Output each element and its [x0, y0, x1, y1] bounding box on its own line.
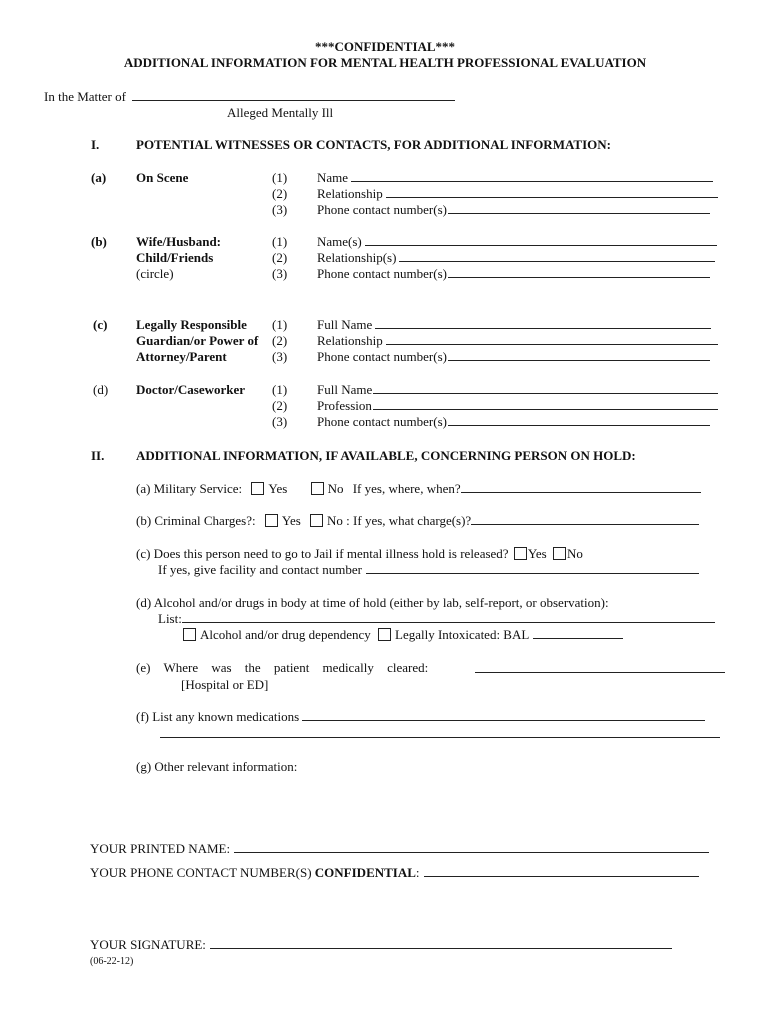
military-no-checkbox[interactable]: [311, 482, 324, 495]
matter-sub-label: Alleged Mentally Ill: [227, 105, 334, 120]
field-label: Name(s): [317, 234, 362, 249]
signature-row: [90, 937, 672, 953]
matter-name-field[interactable]: [132, 89, 455, 101]
field-label: Phone contact number(s): [317, 266, 447, 281]
field-label: Full Name: [317, 317, 373, 332]
group-c-num-3: (3): [272, 349, 288, 364]
printed-name-row: [90, 841, 709, 857]
criminal-charges-input[interactable]: [471, 513, 699, 525]
jail-yes-checkbox[interactable]: [514, 547, 527, 560]
alcohol-label: (d) Alcohol and/or drugs in body at time of hold (either by lab, self-report, or observation):: [136, 595, 609, 610]
field-label: Name: [317, 170, 349, 185]
group-a-field-2: [317, 186, 718, 202]
military-label: (a) Military Service:: [136, 481, 243, 496]
group-b-label-1: Wife/Husband:: [136, 234, 222, 249]
group-b-num-1: (1): [272, 234, 288, 249]
doctor-phone-input[interactable]: [448, 414, 710, 426]
doctor-profession-input[interactable]: [373, 398, 718, 410]
group-d-num-3: (3): [272, 414, 288, 429]
group-a-num-1: (1): [272, 170, 288, 185]
dependency-checkbox[interactable]: [183, 628, 196, 641]
group-c-num-1: (1): [272, 317, 288, 332]
group-d-field-3: [317, 414, 710, 430]
field-label: Phone contact number(s): [317, 202, 447, 217]
guardian-relationship-input[interactable]: [386, 333, 718, 345]
group-c-letter: (c): [93, 317, 108, 332]
family-name-input[interactable]: [365, 234, 717, 246]
group-d-letter: (d): [93, 382, 109, 397]
doctor-name-input[interactable]: [373, 382, 718, 394]
alcohol-list-label: List:: [158, 611, 182, 626]
section1-title: POTENTIAL WITNESSES OR CONTACTS, FOR ADDITIONAL INFORMATION:: [136, 137, 611, 152]
group-c-field-3: [317, 349, 710, 365]
criminal-yes-label: Yes: [281, 513, 301, 528]
military-no-label: No: [327, 481, 344, 496]
jail-facility-input[interactable]: [366, 562, 699, 574]
criminal-no-checkbox[interactable]: [310, 514, 323, 527]
group-d-field-1: [317, 382, 718, 398]
cleared-label: (e) Where was the patient medically cleared:: [136, 660, 429, 675]
jail-label: (c) Does this person need to go to Jail if mental illness hold is released?: [136, 546, 509, 561]
field-label: Relationship: [317, 333, 383, 348]
group-c-label-3: Attorney/Parent: [136, 349, 227, 364]
jail-yes-label: Yes: [527, 546, 547, 561]
military-where-input[interactable]: [461, 481, 701, 493]
group-a-field-3: [317, 202, 710, 218]
jail-no-checkbox[interactable]: [553, 547, 566, 560]
group-b-num-3: (3): [272, 266, 288, 281]
alcohol-options-row: [183, 627, 623, 643]
matter-label: In the Matter of: [44, 89, 126, 104]
jail-row-2: [158, 562, 699, 578]
dependency-label: Alcohol and/or drug dependency: [200, 627, 371, 642]
group-b-field-2: [317, 250, 715, 266]
bal-input[interactable]: [533, 627, 623, 639]
onscene-phone-input[interactable]: [448, 202, 710, 214]
family-relationship-input[interactable]: [399, 250, 715, 262]
field-label: Full Name: [317, 382, 373, 397]
confidential-banner: ***CONFIDENTIAL***: [314, 39, 456, 54]
group-c-field-2: [317, 333, 718, 349]
group-c-label-1: Legally Responsible: [136, 317, 247, 332]
jail-facility-label: If yes, give facility and contact number: [158, 562, 362, 577]
section2-number: II.: [91, 448, 105, 463]
group-b-label-3: (circle): [136, 266, 174, 281]
military-follow-label: If yes, where, when?: [352, 481, 461, 496]
jail-row: [136, 546, 583, 562]
form-code: (06-22-12): [90, 956, 134, 967]
group-a-letter: (a): [91, 170, 107, 185]
medications-label: (f) List any known medications: [136, 709, 300, 724]
page-title: ADDITIONAL INFORMATION FOR MENTAL HEALTH PROFESSIONAL EVALUATION: [123, 55, 647, 70]
guardian-phone-input[interactable]: [448, 349, 710, 361]
group-c-label-2: Guardian/or Power of: [136, 333, 259, 348]
cleared-sub-label: [Hospital or ED]: [181, 677, 269, 692]
criminal-yes-checkbox[interactable]: [265, 514, 278, 527]
printed-name-label: YOUR PRINTED NAME:: [90, 841, 231, 856]
group-d-num-1: (1): [272, 382, 288, 397]
group-a-field-1: [317, 170, 713, 186]
printed-name-input[interactable]: [234, 841, 709, 853]
medications-input[interactable]: [302, 709, 705, 721]
military-yes-label: Yes: [268, 481, 288, 496]
group-a-num-3: (3): [272, 202, 288, 217]
phone-row: [90, 865, 699, 881]
onscene-relationship-input[interactable]: [386, 186, 718, 198]
medications-input-2[interactable]: [160, 726, 720, 738]
intoxicated-checkbox[interactable]: [378, 628, 391, 641]
field-label: Phone contact number(s): [317, 349, 447, 364]
group-b-letter: (b): [91, 234, 107, 249]
medications-row: [136, 709, 705, 725]
group-b-label-2: Child/Friends: [136, 250, 214, 265]
signature-input[interactable]: [210, 937, 672, 949]
alcohol-list-input[interactable]: [182, 611, 715, 623]
intoxicated-label: Legally Intoxicated: BAL: [395, 627, 530, 642]
group-c-field-1: [317, 317, 711, 333]
group-a-label: On Scene: [136, 170, 189, 185]
alcohol-list-row: [158, 611, 715, 627]
group-d-label: Doctor/Caseworker: [136, 382, 246, 397]
phone-label-prefix: YOUR PHONE CONTACT NUMBER(S): [90, 865, 312, 880]
other-info-label: (g) Other relevant information:: [136, 759, 298, 774]
military-row: [136, 481, 701, 497]
signature-label: YOUR SIGNATURE:: [90, 937, 206, 952]
cleared-input[interactable]: [475, 661, 725, 673]
group-a-num-2: (2): [272, 186, 288, 201]
phone-label-confidential: CONFIDENTIAL: [314, 865, 416, 880]
section2-title: ADDITIONAL INFORMATION, IF AVAILABLE, CONCERNING PERSON ON HOLD:: [136, 448, 636, 463]
field-label: Relationship: [317, 186, 383, 201]
group-d-num-2: (2): [272, 398, 288, 413]
phone-label-colon: :: [415, 865, 420, 880]
family-phone-input[interactable]: [448, 266, 710, 278]
group-c-num-2: (2): [272, 333, 288, 348]
phone-input[interactable]: [424, 865, 699, 877]
jail-no-label: No: [567, 546, 583, 561]
guardian-name-input[interactable]: [375, 317, 711, 329]
criminal-label: (b) Criminal Charges?:: [136, 513, 256, 528]
matter-row: [44, 89, 455, 105]
group-b-field-3: [317, 266, 710, 282]
military-yes-checkbox[interactable]: [251, 482, 264, 495]
group-d-field-2: [317, 398, 718, 414]
criminal-row: [136, 513, 699, 529]
field-label: Profession: [317, 398, 372, 413]
group-b-field-1: [317, 234, 717, 250]
group-b-num-2: (2): [272, 250, 288, 265]
onscene-name-input[interactable]: [351, 170, 713, 182]
field-label: Relationship(s): [317, 250, 397, 265]
field-label: Phone contact number(s): [317, 414, 447, 429]
section1-number: I.: [91, 137, 100, 152]
criminal-no-label: No : If yes, what charge(s)?: [327, 513, 472, 528]
